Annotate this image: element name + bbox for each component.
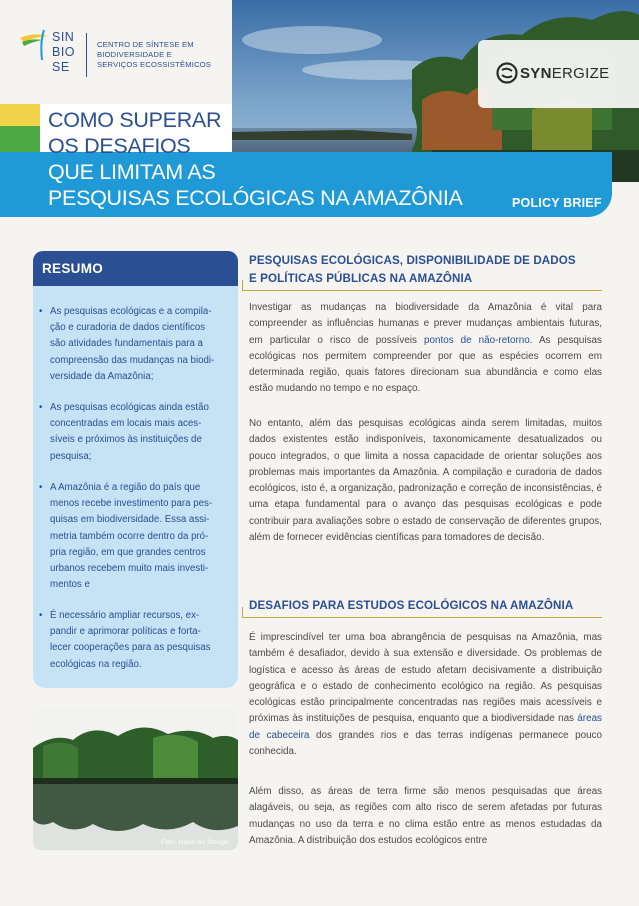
section-heading-data-policy xyxy=(249,252,576,288)
summary-item-line: pesquisa; xyxy=(50,450,92,462)
summary-item-line: metria também ocorre dentro da pró- xyxy=(50,530,209,542)
highlight-term-tipping-points: pontos de não-retorno xyxy=(423,334,530,346)
summary-bullet-glyph: • xyxy=(39,610,43,621)
section-rule xyxy=(242,617,602,618)
summary-item-3 xyxy=(50,480,231,593)
summary-item-line: concentradas em locais mais aces- xyxy=(50,418,202,430)
summary-item-line: pria região, em que grandes centros xyxy=(50,546,206,558)
section-rule xyxy=(242,290,602,291)
summary-item-4 xyxy=(50,608,231,673)
title-line-2: OS DESAFIOS xyxy=(48,134,191,158)
paragraph-text: Investigar as mudanças na biodiversidade da Amazônia é vital para compreender as influências humanas e prever mudanças ambientais futuras, em particular o risco de possíveis xyxy=(249,302,602,346)
section-heading-line: DESAFIOS PARA ESTUDOS ECOLÓGICOS NA AMAZÔNIA xyxy=(249,599,574,612)
summary-item-line: versidade da Amazônia; xyxy=(50,370,154,382)
synergize-badge xyxy=(478,40,639,108)
summary-item-2 xyxy=(50,400,231,465)
sinbiose-logo-icon xyxy=(18,28,52,62)
summary-title: RESUMO xyxy=(42,261,104,276)
logo-word-line-2: BIO xyxy=(52,45,76,59)
summary-item-line: urbanos recebem muito mais investi- xyxy=(50,563,209,575)
summary-item-line: As pesquisas ecológicas ainda estão xyxy=(50,402,209,413)
summary-item-line: são atividades fundamentais para a xyxy=(50,338,203,350)
summary-header xyxy=(33,251,238,286)
logo-divider xyxy=(86,33,87,77)
synergize-wordmark-rest: ERGIZE xyxy=(551,65,610,82)
section-2-paragraph-2 xyxy=(249,784,602,849)
decor-green-block xyxy=(0,126,40,152)
summary-bullet-glyph: • xyxy=(39,402,43,413)
summary-item-line: menos recebe investimento para pes- xyxy=(50,498,213,510)
title-line-4: PESQUISAS ECOLÓGICAS NA AMAZÔNIA xyxy=(48,186,463,210)
paragraph-text: dos grandes rios e das terras indígenas permanece pouco conhecida. xyxy=(249,729,602,758)
sidebar-photo-image xyxy=(33,708,238,850)
summary-box xyxy=(33,286,238,688)
synergize-logo-icon xyxy=(496,62,518,84)
summary-bullet-glyph: • xyxy=(39,482,43,493)
sinbiose-wordmark xyxy=(52,30,75,75)
summary-item-line: lecer cooperações para as pesquisas xyxy=(50,642,211,654)
section-2-paragraph-1 xyxy=(249,630,602,760)
summary-item-line: É necessário ampliar recursos, ex- xyxy=(50,610,200,621)
paragraph-text: . As pesquisas ecológicas nos permitem compreender por que as espécies ocorrem em determinada região, quais fatores direcionam sua abundância e como elas estão mudando no tempo e no espaço. xyxy=(249,334,602,395)
section-rule-tick xyxy=(242,607,243,617)
logo-caption-line-3: SERVIÇOS ECOSSISTÊMICOS xyxy=(97,60,212,69)
logo-caption-line-2: BIODIVERSIDADE E xyxy=(97,50,172,59)
logo-caption xyxy=(97,40,211,70)
summary-item-1 xyxy=(50,304,231,385)
section-heading-line: E POLÍTICAS PÚBLICAS NA AMAZÔNIA xyxy=(249,272,473,285)
summary-bullet-glyph: • xyxy=(39,306,43,317)
section-1-paragraph-2 xyxy=(249,416,602,546)
synergize-wordmark-bold: SYN xyxy=(520,65,552,82)
decor-yellow-block xyxy=(0,104,40,126)
summary-item-line: síveis e próximos às instituições de xyxy=(50,434,202,446)
summary-item-line: mentos e xyxy=(50,579,90,591)
title-line-1: COMO SUPERAR xyxy=(48,108,222,132)
section-heading-line: PESQUISAS ECOLÓGICAS, DISPONIBILIDADE DE DADOS xyxy=(249,254,576,267)
summary-item-line: ecológicas na região. xyxy=(50,658,142,670)
logo-word-line-3: SE xyxy=(52,60,70,74)
section-heading-challenges xyxy=(249,597,573,615)
summary-item-line: A Amazônia é a região do país que xyxy=(50,482,201,493)
summary-item-line: As pesquisas ecológicas e a compila- xyxy=(50,306,212,317)
logo-word-line-1: SIN xyxy=(52,30,75,44)
sidebar-photo-forest-reflection xyxy=(33,708,238,850)
paragraph-text: Além disso, as áreas de terra firme são menos pesquisadas que áreas alagáveis, ou seja, as regiões com alto risco de serem afetadas por futuras mudanças no uso da terra e no clima estão entre as menos estudadas da Amazônia. A distribuição dos estudos ecológicos entre xyxy=(249,786,602,846)
summary-item-line: pandir e aprimorar políticas e forta- xyxy=(50,626,201,638)
paragraph-text: É imprescindível ter uma boa abrangência de pesquisas na Amazônia, mas também é desafiador, devido à sua extensão e diversidade. Os problemas de logística e acesso às áreas de estudo afetam decisivamente a distribuição geográfica e o estado de conhecimento ecológico na região. As pesquisas ecológicas estão principalmente concentradas nas regiões mais acessíveis e próximas às instituições de pesquisa, enquanto que a biodiversidade nas xyxy=(249,632,602,725)
document-type-label: POLICY BRIEF xyxy=(512,196,602,210)
summary-item-line: compreensão das mudanças na biodi- xyxy=(50,354,215,366)
paragraph-text: No entanto, além das pesquisas ecológicas ainda serem limitadas, muitos dados existentes estão indisponíveis, taxonomicamente desatualizados ou pouco integrados, o que limita a nossa capacidade de orientar soluções aos problemas mais importantes da Amazônia. A compilação e curadoria de dados ecológicos, isto é, a organização, padronização e correção de inconsistências, é uma etapa fundamental para o avanço das pesquisas ecológicas e pode contribuir para avaliações sobre o estado de conservação de diferentes grupos, além de fornecer evidências científicas para tomadores de decisão. xyxy=(249,418,602,544)
synergize-wordmark xyxy=(520,65,609,82)
sidebar-photo-credit: Foto: Hans ter Steege xyxy=(161,839,229,846)
logo-caption-line-1: CENTRO DE SÍNTESE EM xyxy=(97,40,194,49)
section-1-paragraph-1 xyxy=(249,300,602,398)
summary-item-line: ção e curadoria de dados científicos xyxy=(50,322,206,334)
section-rule-tick xyxy=(242,280,243,290)
highlight-term-headwater-areas: áreas de cabeceira xyxy=(249,713,602,741)
title-line-3: QUE LIMITAM AS xyxy=(48,160,216,184)
summary-item-line: quisas em biodiversidade. Essa assi- xyxy=(50,514,210,526)
